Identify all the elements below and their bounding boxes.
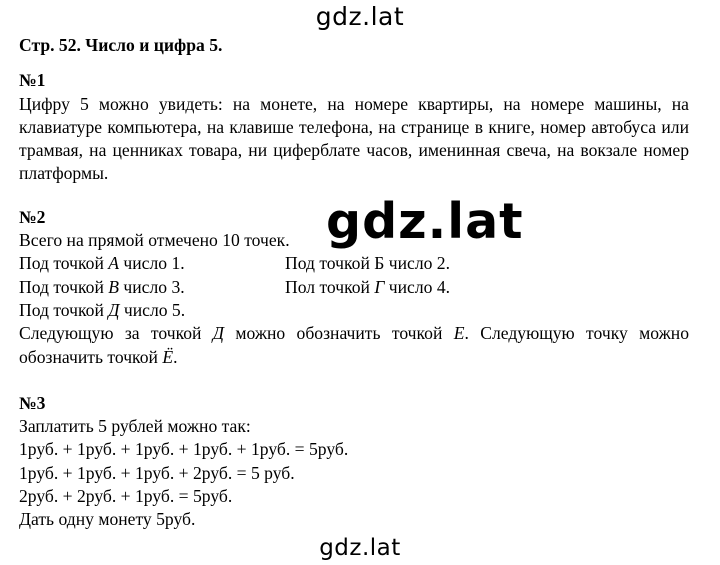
- point-d-text: Под точкой Д число 5.: [19, 299, 186, 320]
- section-1-heading: №1: [19, 70, 46, 91]
- point-g-text: Пол точкой Г число 4.: [285, 276, 451, 297]
- section-3-line: Дать одну монету 5руб.: [19, 509, 196, 530]
- section-3-line: 1руб. + 1руб. + 1руб. + 1руб. + 1руб. = 5руб.: [19, 439, 349, 460]
- section-2-heading: №2: [19, 206, 46, 227]
- section-3-heading: №3: [19, 392, 46, 413]
- section-3-line: Заплатить 5 рублей можно так:: [19, 416, 251, 437]
- section-2-intro: Всего на прямой отмечено 10 точек.: [19, 230, 290, 251]
- page-title: Стр. 52. Число и цифра 5.: [19, 35, 223, 55]
- page-content: [19, 34, 689, 532]
- section-1-text: Цифру 5 можно увидеть: на монете, на номере квартиры, на номере машины, на клавиатуре компьютера, на клавише телефона, на странице в книге, номер автобуса или трамвая, на ценниках товара, ни циферблате часов, именинная свеча, на вокзале номер платформы.: [19, 93, 689, 184]
- section-2-conclusion: Следующую за точкой Д можно обозначить точкой Е. Следующую точку можно обозначить точкой Ё.: [19, 323, 689, 367]
- points-row-1: [19, 252, 689, 275]
- point-a-text: Под точкой А число 1.: [19, 253, 185, 274]
- points-row-3: [19, 299, 689, 322]
- points-row-2: [19, 276, 689, 299]
- section-3: [19, 392, 689, 532]
- watermark-bottom: gdz.lat: [319, 535, 401, 561]
- watermark-top: gdz.lat: [315, 2, 405, 31]
- section-3-line: 2руб. + 2руб. + 1руб. = 5руб.: [19, 486, 233, 507]
- section-1: [19, 69, 689, 185]
- point-v-text: Под точкой В число 3.: [19, 276, 185, 297]
- point-b-text: Под точкой Б число 2.: [285, 253, 451, 274]
- section-3-line: 1руб. + 1руб. + 1руб. + 2руб. = 5 руб.: [19, 462, 295, 483]
- watermark-middle: gdz.lat: [326, 193, 524, 250]
